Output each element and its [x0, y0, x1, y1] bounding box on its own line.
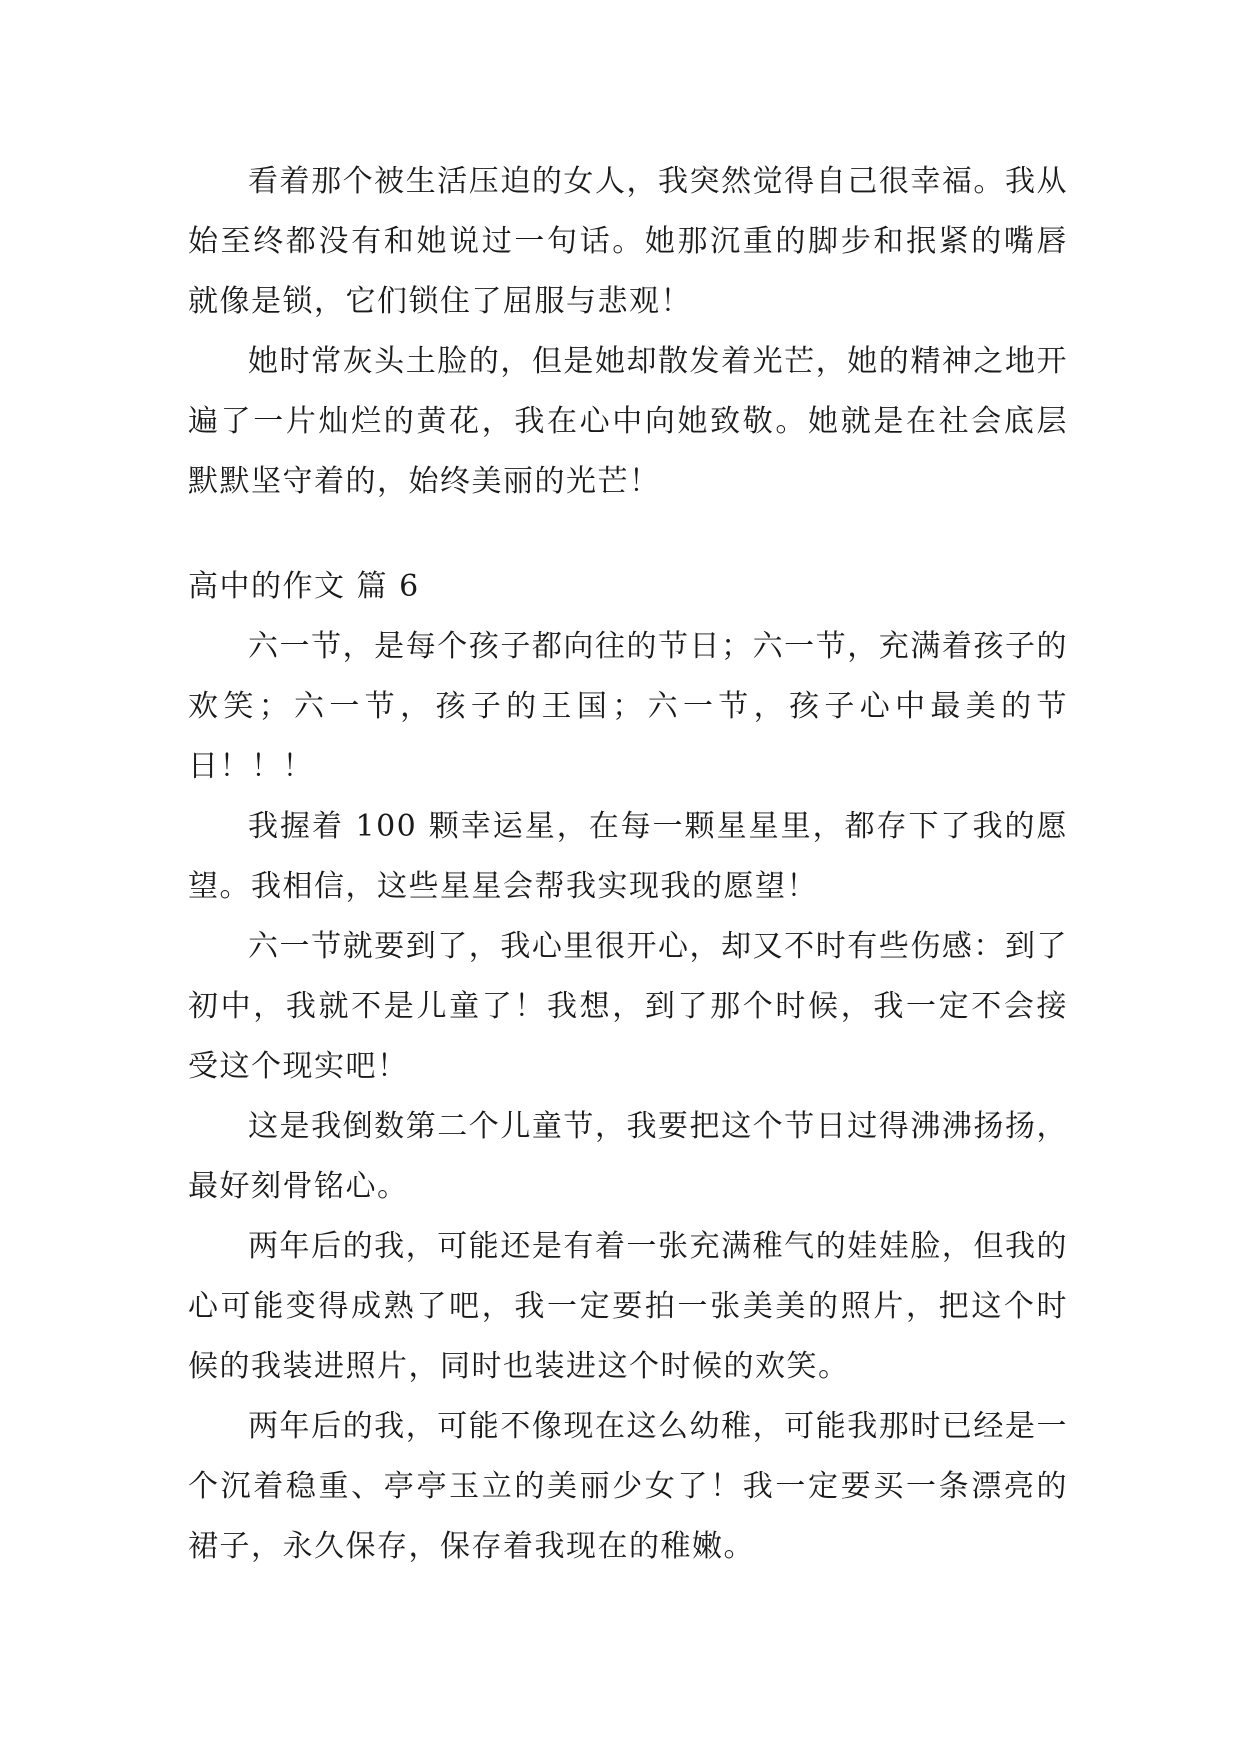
paragraph: 她时常灰头土脸的，但是她却散发着光芒，她的精神之地开遍了一片灿烂的黄花，我在心中向她致敬。她就是在社会底层默默坚守着的，始终美丽的光芒！	[188, 344, 1068, 499]
document-body	[188, 152, 1068, 1577]
paragraph: 六一节就要到了，我心里很开心，却又不时有些伤感：到了初中，我就不是儿童了！我想，到了那个时候，我一定不会接受这个现实吧！	[188, 929, 1068, 1084]
paragraph: 两年后的我，可能不像现在这么幼稚，可能我那时已经是一个沉着稳重、亭亭玉立的美丽少女了！我一定要买一条漂亮的裙子，永久保存，保存着我现在的稚嫩。	[188, 1409, 1068, 1564]
section-heading: 高中的作文 篇 6	[188, 569, 420, 604]
paragraph: 六一节，是每个孩子都向往的节日；六一节，充满着孩子的欢笑；六一节，孩子的王国；六一节，孩子心中最美的节日！！！	[188, 629, 1068, 784]
paragraph: 这是我倒数第二个儿童节，我要把这个节日过得沸沸扬扬，最好刻骨铭心。	[188, 1109, 1068, 1204]
paragraph: 我握着 100 颗幸运星，在每一颗星星里，都存下了我的愿望。我相信，这些星星会帮我实现我的愿望！	[188, 809, 1068, 904]
paragraph: 两年后的我，可能还是有着一张充满稚气的娃娃脸，但我的心可能变得成熟了吧，我一定要拍一张美美的照片，把这个时候的我装进照片，同时也装进这个时候的欢笑。	[188, 1229, 1068, 1384]
paragraph: 看着那个被生活压迫的女人，我突然觉得自己很幸福。我从始至终都没有和她说过一句话。她那沉重的脚步和抿紧的嘴唇就像是锁，它们锁住了屈服与悲观！	[188, 164, 1068, 319]
